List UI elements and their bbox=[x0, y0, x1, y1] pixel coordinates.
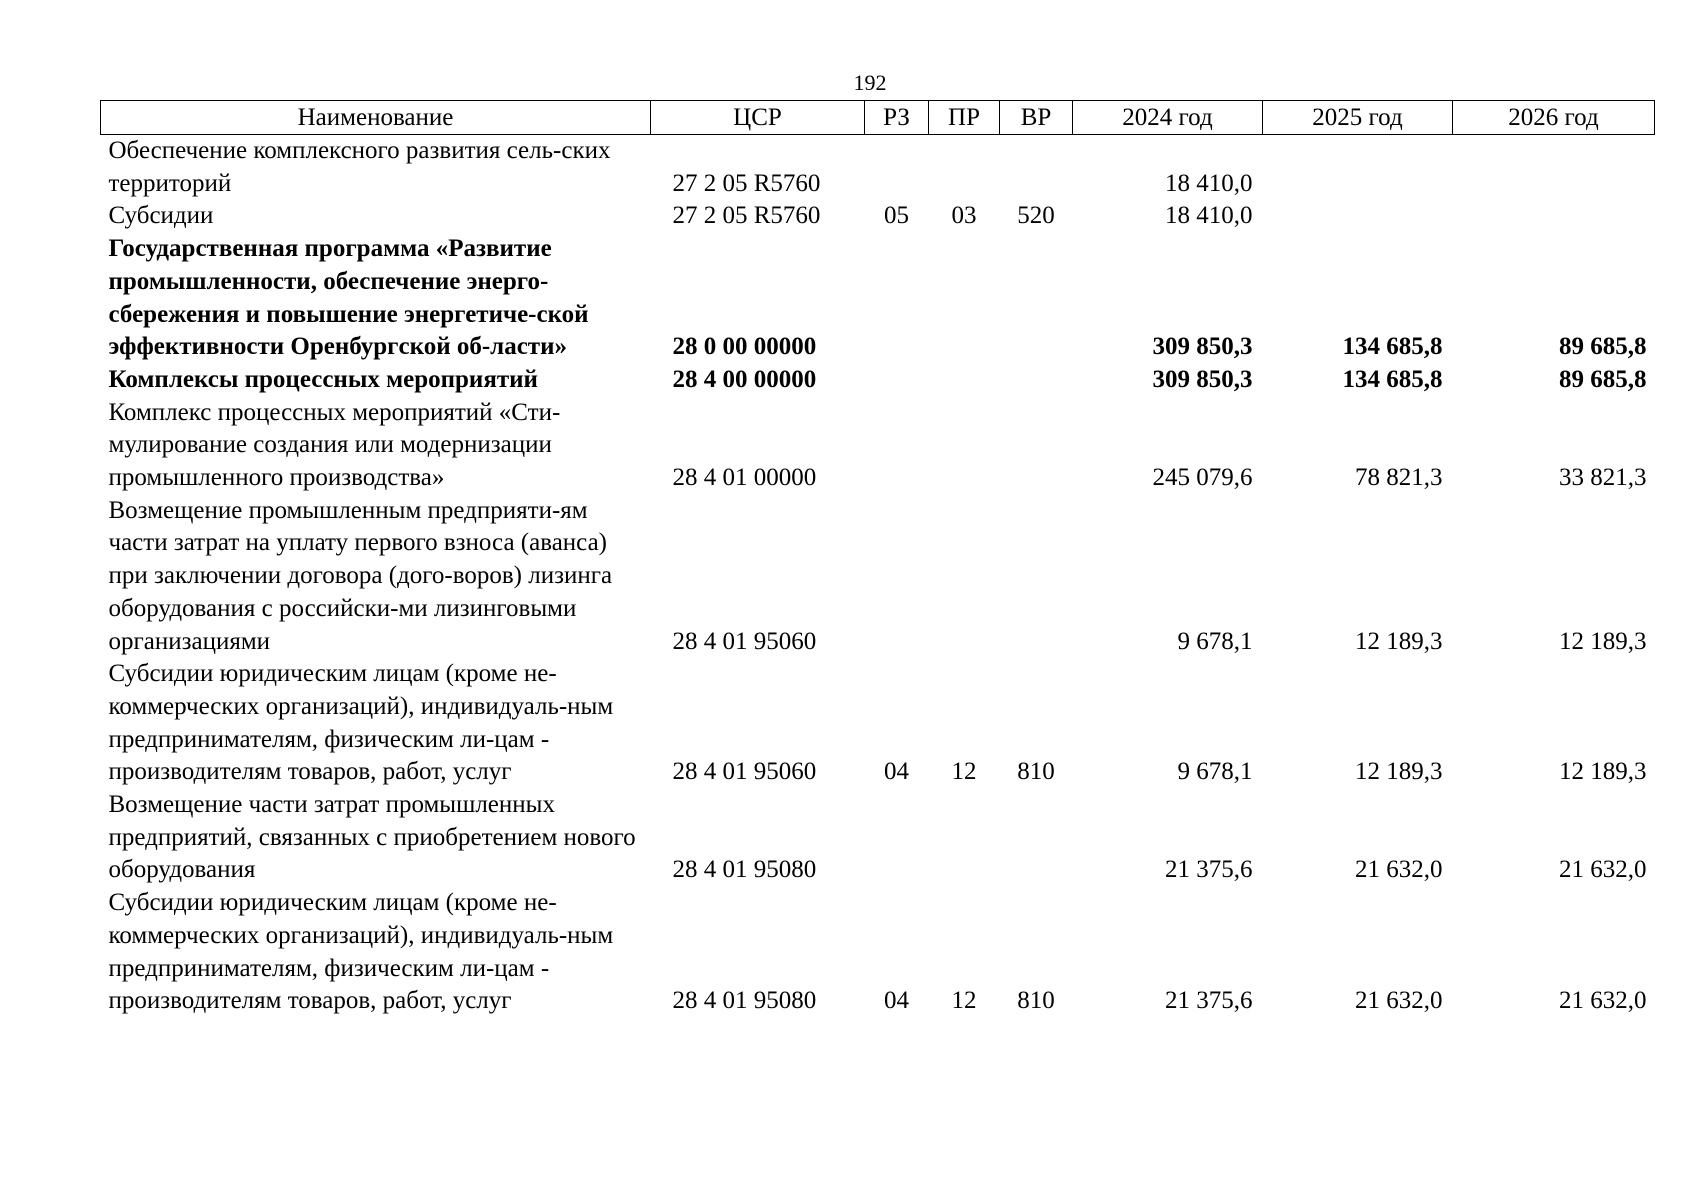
header-name: Наименование bbox=[101, 101, 651, 135]
row-pr bbox=[929, 495, 1000, 659]
row-csr: 28 4 01 95060 bbox=[672, 627, 817, 655]
row-2025 bbox=[1263, 135, 1453, 201]
row-name: Комплекс процессных мероприятий «Сти-мулирование создания или модернизации промышленного производства» bbox=[108, 398, 561, 492]
row-2025: 78 821,3 bbox=[1355, 464, 1443, 492]
header-pr: ПР bbox=[929, 101, 1000, 135]
row-2026: 12 189,3 bbox=[1559, 758, 1647, 786]
row-vr bbox=[1000, 364, 1073, 397]
table-row bbox=[101, 364, 1655, 397]
row-2025: 12 189,3 bbox=[1355, 758, 1443, 786]
header-csr: ЦСР bbox=[651, 101, 865, 135]
row-rz: 05 bbox=[884, 202, 909, 230]
page-number: 192 bbox=[853, 70, 887, 95]
row-2025: 134 685,8 bbox=[1342, 333, 1443, 361]
row-csr: 27 2 05 R5760 bbox=[672, 202, 821, 230]
header-2026: 2026 год bbox=[1453, 101, 1655, 135]
row-rz bbox=[865, 364, 929, 397]
row-name: Возмещение промышленным предприяти-ям части затрат на уплату первого взноса (аванса) при заключении договора (дого-воров) лизинга оборудования с российски-ми лизинговыми организациями bbox=[108, 496, 613, 655]
row-vr bbox=[1000, 135, 1073, 201]
header-2025: 2025 год bbox=[1263, 101, 1453, 135]
row-rz bbox=[865, 397, 929, 495]
row-vr: 810 bbox=[1017, 758, 1055, 786]
table-row bbox=[101, 397, 1655, 495]
row-name: Возмещение части затрат промышленных предприятий, связанных с приобретением нового оборудования bbox=[108, 791, 636, 884]
row-csr: 28 4 01 95080 bbox=[672, 856, 817, 884]
row-rz bbox=[865, 233, 929, 364]
row-vr bbox=[1000, 495, 1073, 659]
table-row bbox=[101, 135, 1655, 201]
table-row bbox=[101, 658, 1655, 789]
row-pr bbox=[929, 397, 1000, 495]
row-2025: 21 632,0 bbox=[1355, 987, 1443, 1015]
row-2025: 21 632,0 bbox=[1355, 856, 1443, 884]
row-pr: 12 bbox=[951, 758, 977, 786]
row-csr: 28 0 00 00000 bbox=[672, 333, 817, 361]
row-2026 bbox=[1453, 200, 1655, 233]
row-rz bbox=[865, 495, 929, 659]
row-pr bbox=[929, 233, 1000, 364]
table-row bbox=[101, 789, 1655, 887]
table-row bbox=[101, 233, 1655, 364]
row-2026: 21 632,0 bbox=[1559, 987, 1647, 1015]
header-rz: РЗ bbox=[865, 101, 929, 135]
row-pr: 03 bbox=[951, 202, 977, 230]
table-row bbox=[101, 200, 1655, 233]
row-name: Обеспечение комплексного развития сель-ских территорий bbox=[108, 137, 611, 197]
row-2026: 89 685,8 bbox=[1559, 365, 1647, 393]
row-2025: 12 189,3 bbox=[1355, 627, 1443, 655]
row-2026: 89 685,8 bbox=[1559, 333, 1647, 361]
row-vr: 520 bbox=[1017, 202, 1055, 230]
row-2026: 33 821,3 bbox=[1559, 464, 1647, 492]
row-vr bbox=[1000, 397, 1073, 495]
row-pr bbox=[929, 135, 1000, 201]
row-rz bbox=[865, 789, 929, 887]
row-vr: 810 bbox=[1017, 987, 1055, 1015]
row-2024: 18 410,0 bbox=[1165, 202, 1253, 230]
row-csr: 28 4 01 95080 bbox=[672, 987, 817, 1015]
row-2026: 21 632,0 bbox=[1559, 856, 1647, 884]
budget-table bbox=[100, 100, 1655, 1018]
row-name: Субсидии юридическим лицам (кроме не-коммерческих организаций), индивидуаль-ным предпринимателям, физическим ли-цам - производителям товаров, работ, услуг bbox=[108, 660, 614, 786]
table-row bbox=[101, 495, 1655, 659]
row-rz: 04 bbox=[884, 758, 909, 786]
row-rz: 04 bbox=[884, 987, 909, 1015]
row-2026 bbox=[1453, 135, 1655, 201]
row-rz bbox=[865, 135, 929, 201]
header-row bbox=[101, 101, 1655, 135]
row-pr bbox=[929, 789, 1000, 887]
row-vr bbox=[1000, 789, 1073, 887]
row-pr bbox=[929, 364, 1000, 397]
table-row bbox=[101, 887, 1655, 1018]
row-csr: 28 4 01 95060 bbox=[672, 758, 817, 786]
row-vr bbox=[1000, 233, 1073, 364]
row-2024: 21 375,6 bbox=[1165, 987, 1253, 1015]
row-csr: 28 4 00 00000 bbox=[672, 365, 817, 393]
row-2024: 309 850,3 bbox=[1152, 333, 1253, 361]
header-2024: 2024 год bbox=[1073, 101, 1263, 135]
row-2025: 134 685,8 bbox=[1342, 365, 1443, 393]
row-2024: 245 079,6 bbox=[1152, 464, 1253, 492]
row-2025 bbox=[1263, 200, 1453, 233]
row-csr: 27 2 05 R5760 bbox=[672, 169, 821, 197]
row-2024: 18 410,0 bbox=[1165, 169, 1253, 197]
row-2024: 309 850,3 bbox=[1152, 365, 1253, 393]
header-vr: ВР bbox=[1000, 101, 1073, 135]
row-name: Комплексы процессных мероприятий bbox=[108, 365, 538, 393]
row-2024: 9 678,1 bbox=[1177, 627, 1253, 655]
row-pr: 12 bbox=[951, 987, 977, 1015]
row-name: Государственная программа «Развитие промышленности, обеспечение энерго-сбережения и повышение энергетиче-ской эффективности Оренбургской об-ласти» bbox=[108, 235, 589, 361]
row-2024: 9 678,1 bbox=[1177, 758, 1253, 786]
row-csr: 28 4 01 00000 bbox=[672, 464, 817, 492]
row-name: Субсидии юридическим лицам (кроме не-коммерческих организаций), индивидуаль-ным предпринимателям, физическим ли-цам - производителям товаров, работ, услуг bbox=[108, 889, 614, 1015]
row-2026: 12 189,3 bbox=[1559, 627, 1647, 655]
row-2024: 21 375,6 bbox=[1165, 856, 1253, 884]
row-name: Субсидии bbox=[108, 202, 214, 230]
